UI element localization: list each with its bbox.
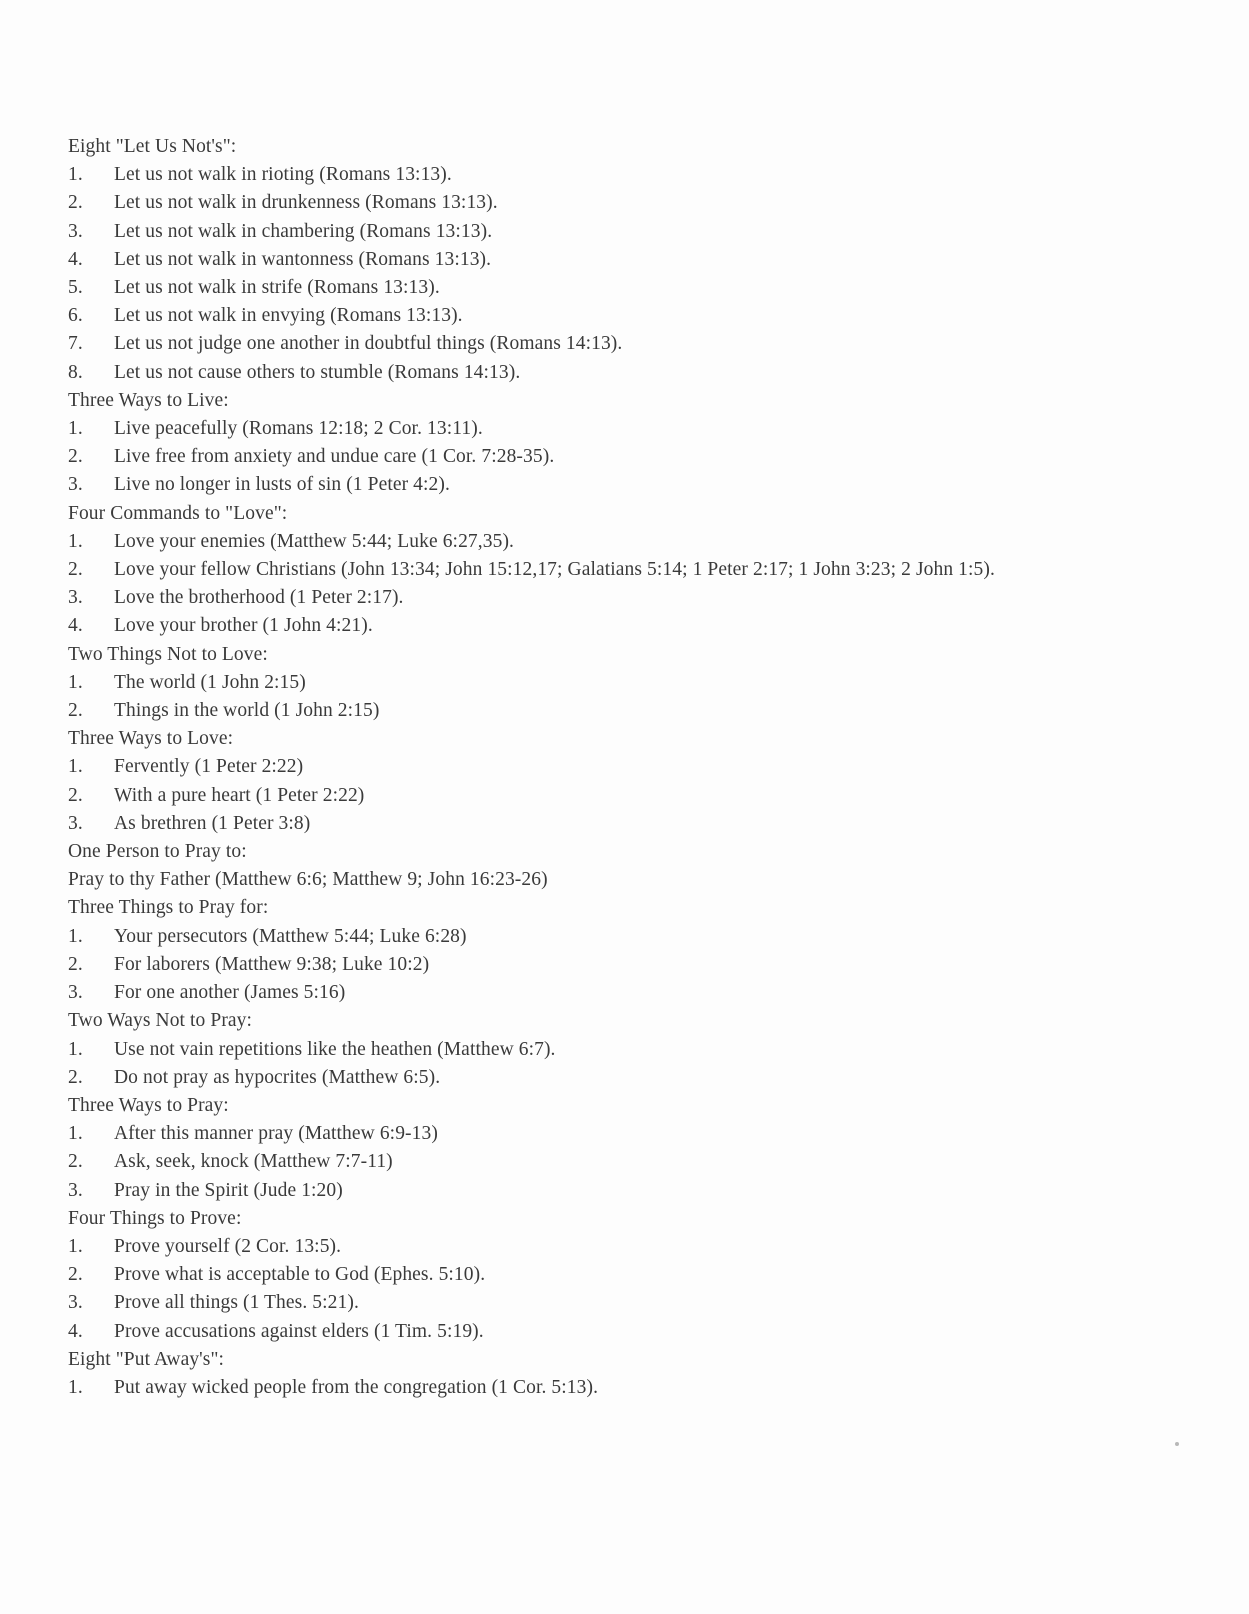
list-item xyxy=(68,443,1148,471)
list-item-text: Love your brother (1 John 4:21). xyxy=(114,615,373,637)
list-item-number: 2. xyxy=(68,1151,83,1173)
list-item-number: 1. xyxy=(68,164,83,186)
list-item-text: Let us not judge one another in doubtful things (Romans 14:13). xyxy=(114,333,623,355)
section-heading: Three Ways to Love: xyxy=(68,728,234,750)
list-item-number: 1. xyxy=(68,418,83,440)
list-section xyxy=(68,894,1148,1007)
list-item-text: Pray in the Spirit (Jude 1:20) xyxy=(114,1179,343,1201)
list-item-text: Your persecutors (Matthew 5:44; Luke 6:28) xyxy=(114,925,467,947)
list-item xyxy=(68,810,1148,838)
section-heading: Three Things to Pray for: xyxy=(68,897,269,919)
list-item-number: 3. xyxy=(68,1292,83,1314)
list-item-number: 2. xyxy=(68,559,83,581)
list-item-text: Live peacefully (Romans 12:18; 2 Cor. 13:11). xyxy=(114,418,483,440)
list-item xyxy=(68,1064,1148,1092)
list-item xyxy=(68,697,1148,725)
list-item-text: Prove all things (1 Thes. 5:21). xyxy=(114,1292,359,1314)
list-item-number: 1. xyxy=(68,530,83,552)
list-item-text: Prove accusations against elders (1 Tim. 5:19). xyxy=(114,1320,484,1342)
list-item-number: 7. xyxy=(68,333,83,355)
list-item-text: Prove what is acceptable to God (Ephes. 5:10). xyxy=(114,1264,486,1286)
list-item-text: Let us not walk in drunkenness (Romans 13:13). xyxy=(114,192,498,214)
list-item xyxy=(68,471,1148,499)
list-item-text: Love your enemies (Matthew 5:44; Luke 6:27,35). xyxy=(114,530,515,552)
list-item-number: 3. xyxy=(68,812,83,834)
list-item-number: 3. xyxy=(68,220,83,242)
list-item-number: 2. xyxy=(68,700,83,722)
list-item-number: 6. xyxy=(68,305,83,327)
list-item-text: Put away wicked people from the congregation (1 Cor. 5:13). xyxy=(114,1376,599,1398)
list-item-text: Let us not walk in envying (Romans 13:13). xyxy=(114,305,463,327)
list-section xyxy=(68,133,1148,387)
list-item-text: Love your fellow Christians (John 13:34; John 15:12,17; Galatians 5:14; 1 Peter 2:17; 1 John 3:23; 2 John 1:5). xyxy=(114,559,995,581)
list-item-number: 4. xyxy=(68,1320,83,1342)
list-item xyxy=(68,189,1148,217)
list-item-number: 2. xyxy=(68,446,83,468)
list-item xyxy=(68,951,1148,979)
list-section xyxy=(68,1092,1148,1205)
section-heading: Eight "Let Us Not's": xyxy=(68,136,237,157)
list-item xyxy=(68,1318,1148,1346)
list-item xyxy=(68,669,1148,697)
list-section xyxy=(68,500,1148,641)
list-item-number: 2. xyxy=(68,1264,83,1286)
list-section xyxy=(68,1007,1148,1092)
list-section xyxy=(68,641,1148,726)
list-item xyxy=(68,1036,1148,1064)
section-heading: Eight "Put Away's": xyxy=(68,1348,225,1370)
list-item xyxy=(68,302,1148,330)
list-item-number: 2. xyxy=(68,1066,83,1088)
list-item-number: 1. xyxy=(68,671,83,693)
list-item-number: 1. xyxy=(68,1038,83,1060)
list-item xyxy=(68,979,1148,1007)
list-item xyxy=(68,528,1148,556)
list-item-text: Live no longer in lusts of sin (1 Peter 4:2). xyxy=(114,474,450,496)
list-item-text: Let us not walk in wantonness (Romans 13:13). xyxy=(114,248,492,270)
list-item-number: 1. xyxy=(68,1235,83,1257)
list-item xyxy=(68,1120,1148,1148)
section-heading: Four Things to Prove: xyxy=(68,1207,242,1229)
list-item xyxy=(68,1289,1148,1317)
list-item-text: Things in the world (1 John 2:15) xyxy=(114,700,380,722)
list-item-number: 3. xyxy=(68,982,83,1004)
list-section xyxy=(68,1346,1148,1402)
list-item xyxy=(68,415,1148,443)
section-heading: Three Ways to Live: xyxy=(68,389,229,411)
list-item-text: Love the brotherhood (1 Peter 2:17). xyxy=(114,587,404,609)
list-item xyxy=(68,218,1148,246)
section-heading: Two Ways Not to Pray: xyxy=(68,1010,253,1032)
list-item-number: 1. xyxy=(68,1376,83,1398)
list-item-text: After this manner pray (Matthew 6:9-13) xyxy=(114,1123,438,1145)
list-item xyxy=(68,359,1148,387)
list-item-text: Fervently (1 Peter 2:22) xyxy=(114,756,304,778)
list-item-text: For one another (James 5:16) xyxy=(114,982,346,1004)
list-item xyxy=(68,1177,1148,1205)
list-item-text: The world (1 John 2:15) xyxy=(114,671,306,693)
list-item-text: Prove yourself (2 Cor. 13:5). xyxy=(114,1235,342,1257)
section-heading: Two Things Not to Love: xyxy=(68,643,268,665)
list-item-text: Ask, seek, knock (Matthew 7:7-11) xyxy=(114,1151,393,1173)
list-item xyxy=(68,1261,1148,1289)
section-heading: One Person to Pray to: xyxy=(68,841,247,863)
list-item-text: Let us not cause others to stumble (Romans 14:13). xyxy=(114,361,521,383)
list-section xyxy=(68,838,1148,894)
list-item-text: For laborers (Matthew 9:38; Luke 10:2) xyxy=(114,953,430,975)
list-section xyxy=(68,1205,1148,1346)
list-item xyxy=(68,556,1148,584)
list-item xyxy=(68,612,1148,640)
list-item xyxy=(68,782,1148,810)
list-item-number: 3. xyxy=(68,587,83,609)
list-item xyxy=(68,1148,1148,1176)
list-item-number: 1. xyxy=(68,756,83,778)
list-item xyxy=(68,274,1148,302)
list-item-text: Let us not walk in rioting (Romans 13:13). xyxy=(114,164,452,186)
list-item-number: 3. xyxy=(68,474,83,496)
list-item-text: As brethren (1 Peter 3:8) xyxy=(114,812,311,834)
list-item-text: With a pure heart (1 Peter 2:22) xyxy=(114,784,365,806)
list-item xyxy=(68,1233,1148,1261)
list-item-number: 8. xyxy=(68,361,83,383)
list-item-number: 4. xyxy=(68,615,83,637)
list-item xyxy=(68,923,1148,951)
list-item-text: Let us not walk in strife (Romans 13:13). xyxy=(114,277,440,299)
list-item-number: 2. xyxy=(68,953,83,975)
list-item-text: Let us not walk in chambering (Romans 13:13). xyxy=(114,220,493,242)
list-item xyxy=(68,584,1148,612)
list-section xyxy=(68,725,1148,838)
list-item-number: 1. xyxy=(68,925,83,947)
list-item-number: 1. xyxy=(68,1123,83,1145)
list-item-text: Use not vain repetitions like the heathen (Matthew 6:7). xyxy=(114,1038,556,1060)
list-item-number: 2. xyxy=(68,192,83,214)
list-item-number: 3. xyxy=(68,1179,83,1201)
section-text: Pray to thy Father (Matthew 6:6; Matthew 9; John 16:23-26) xyxy=(68,869,548,891)
section-heading: Three Ways to Pray: xyxy=(68,1094,229,1116)
scan-speck xyxy=(1175,1442,1179,1446)
document-content xyxy=(68,133,1148,1402)
list-item-number: 4. xyxy=(68,248,83,270)
list-item-text: Do not pray as hypocrites (Matthew 6:5). xyxy=(114,1066,441,1088)
list-item xyxy=(68,1374,1148,1402)
list-item xyxy=(68,753,1148,781)
list-item-number: 5. xyxy=(68,277,83,299)
list-item-text: Live free from anxiety and undue care (1 Cor. 7:28-35). xyxy=(114,446,555,468)
list-item-number: 2. xyxy=(68,784,83,806)
list-item xyxy=(68,330,1148,358)
list-section xyxy=(68,387,1148,500)
list-item xyxy=(68,246,1148,274)
list-item xyxy=(68,161,1148,189)
section-heading: Four Commands to "Love": xyxy=(68,502,288,524)
